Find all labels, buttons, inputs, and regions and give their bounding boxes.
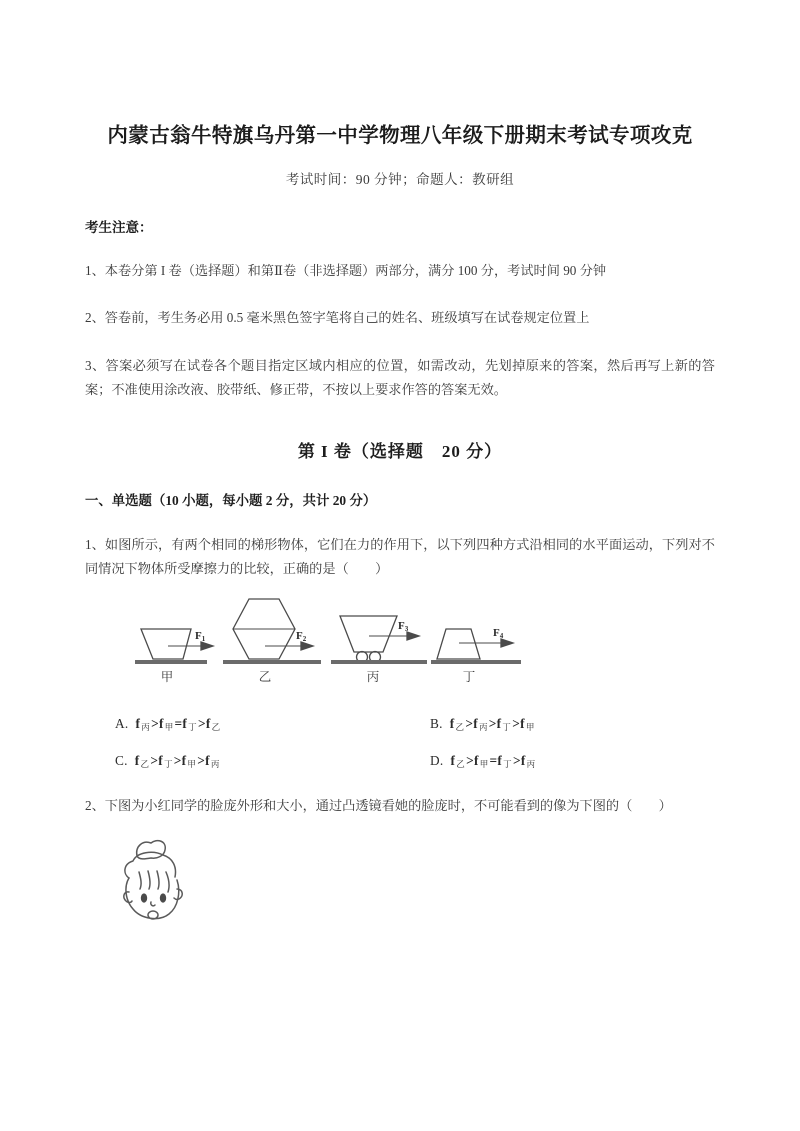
question-1-options-row-2	[85, 753, 715, 770]
option-d-op-3: >	[512, 752, 521, 768]
option-c-sub-4: 丙	[210, 758, 220, 769]
option-d-sub-2: 甲	[479, 758, 489, 769]
option-a-op-3: >	[197, 715, 206, 731]
option-b-sub-2: 丙	[478, 721, 488, 732]
page-title: 内蒙古翁牛特旗乌丹第一中学物理八年级下册期末考试专项攻克	[107, 125, 693, 147]
option-d[interactable]: D. $f_乙>f_甲=f_丁>f_丙$	[430, 752, 536, 769]
option-b-sub-4: 甲	[525, 721, 535, 732]
question-1-figure	[85, 596, 715, 696]
option-b-sub-1: 乙	[455, 721, 465, 732]
force-label-f2: F2	[296, 629, 307, 643]
option-a-op-2: =	[174, 715, 183, 731]
question-2-figure	[85, 834, 715, 939]
cartoon-face-icon	[107, 834, 199, 934]
question-1-text: 1、如图所示，有两个相同的梯形物体，它们在力的作用下，以下列四种方式沿相同的水平面运动，下列对不同情况下物体所受摩擦力的比较，正确的是（ ）	[85, 536, 715, 577]
option-b[interactable]: B. $f_乙>f_丙>f_丁>f_甲$	[430, 715, 535, 732]
figure-label-yi: 乙	[258, 669, 272, 684]
figure-label-bing: 丙	[366, 669, 380, 684]
notice-heading: 考生注意：	[85, 220, 153, 235]
exam-subtitle: 考试时间：90 分钟；命题人：教研组	[285, 172, 515, 187]
option-d-sub-3: 丁	[503, 758, 512, 769]
option-a-sub-4: 乙	[211, 721, 221, 732]
option-c-op-2: >	[173, 752, 182, 768]
option-c-label: C.	[115, 752, 128, 768]
option-c-op-3: >	[197, 752, 206, 768]
option-d-op-1: >	[466, 752, 474, 768]
option-c-sub-3: 甲	[187, 758, 197, 769]
force-label-f1: F1	[195, 629, 206, 643]
notice-item-2: 2、答卷前，考生务必用 0.5 毫米黑色签字笔将自己的姓名、班级填写在试卷规定位置上	[85, 310, 590, 326]
option-a-sub-3: 丁	[188, 721, 197, 732]
figure-label-ding: 丁	[462, 669, 476, 684]
option-b-op-3: >	[512, 715, 521, 731]
option-a-sub-1: 丙	[141, 721, 151, 732]
option-c[interactable]: C. $f_乙>f_丁>f_甲>f_丙$	[115, 752, 220, 769]
option-d-op-2: =	[489, 752, 498, 768]
sub-section-title: 一、单选题（10 小题，每小题 2 分，共计 20 分）	[85, 492, 377, 508]
option-d-sub-1: 乙	[456, 758, 466, 769]
option-b-label: B.	[430, 715, 443, 731]
question-1-options-row-1	[85, 716, 715, 733]
figure-label-jia: 甲	[160, 669, 174, 684]
option-b-op-2: >	[488, 715, 497, 731]
question-2-text: 2、下图为小红同学的脸庞外形和大小，通过凸透镜看她的脸庞时，不可能看到的像为下图的（ ）	[85, 797, 672, 813]
option-b-sub-3: 丁	[502, 721, 512, 732]
option-c-op-1: >	[150, 752, 159, 768]
option-d-label: D.	[430, 752, 444, 768]
section-title: 第 I 卷（选择题 20 分）	[297, 441, 503, 461]
option-d-sub-4: 丙	[526, 758, 536, 769]
force-label-f3: F3	[398, 619, 409, 633]
force-label-f4: F4	[493, 626, 504, 640]
friction-diagram	[135, 596, 504, 691]
option-b-op-1: >	[465, 715, 474, 731]
option-a[interactable]: A. $f_丙>f_甲=f_丁>f_乙$	[115, 715, 221, 732]
option-a-label: A.	[115, 715, 129, 731]
option-a-sub-2: 甲	[164, 721, 174, 732]
notice-item-1: 1、本卷分第 I 卷（选择题）和第Ⅱ卷（非选择题）两部分，满分 100 分，考试时间 90 分钟	[85, 263, 607, 278]
option-c-sub-1: 乙	[140, 758, 150, 769]
option-c-sub-2: 丁	[163, 758, 173, 769]
notice-item-3: 3、答案必须写在试卷各个题目指定区域内相应的位置，如需改动，先划掉原来的答案，然后再写上新的答案；不准使用涂改液、胶带纸、修正带，不按以上要求作答的答案无效。	[85, 357, 715, 398]
option-a-op-1: >	[151, 715, 159, 731]
